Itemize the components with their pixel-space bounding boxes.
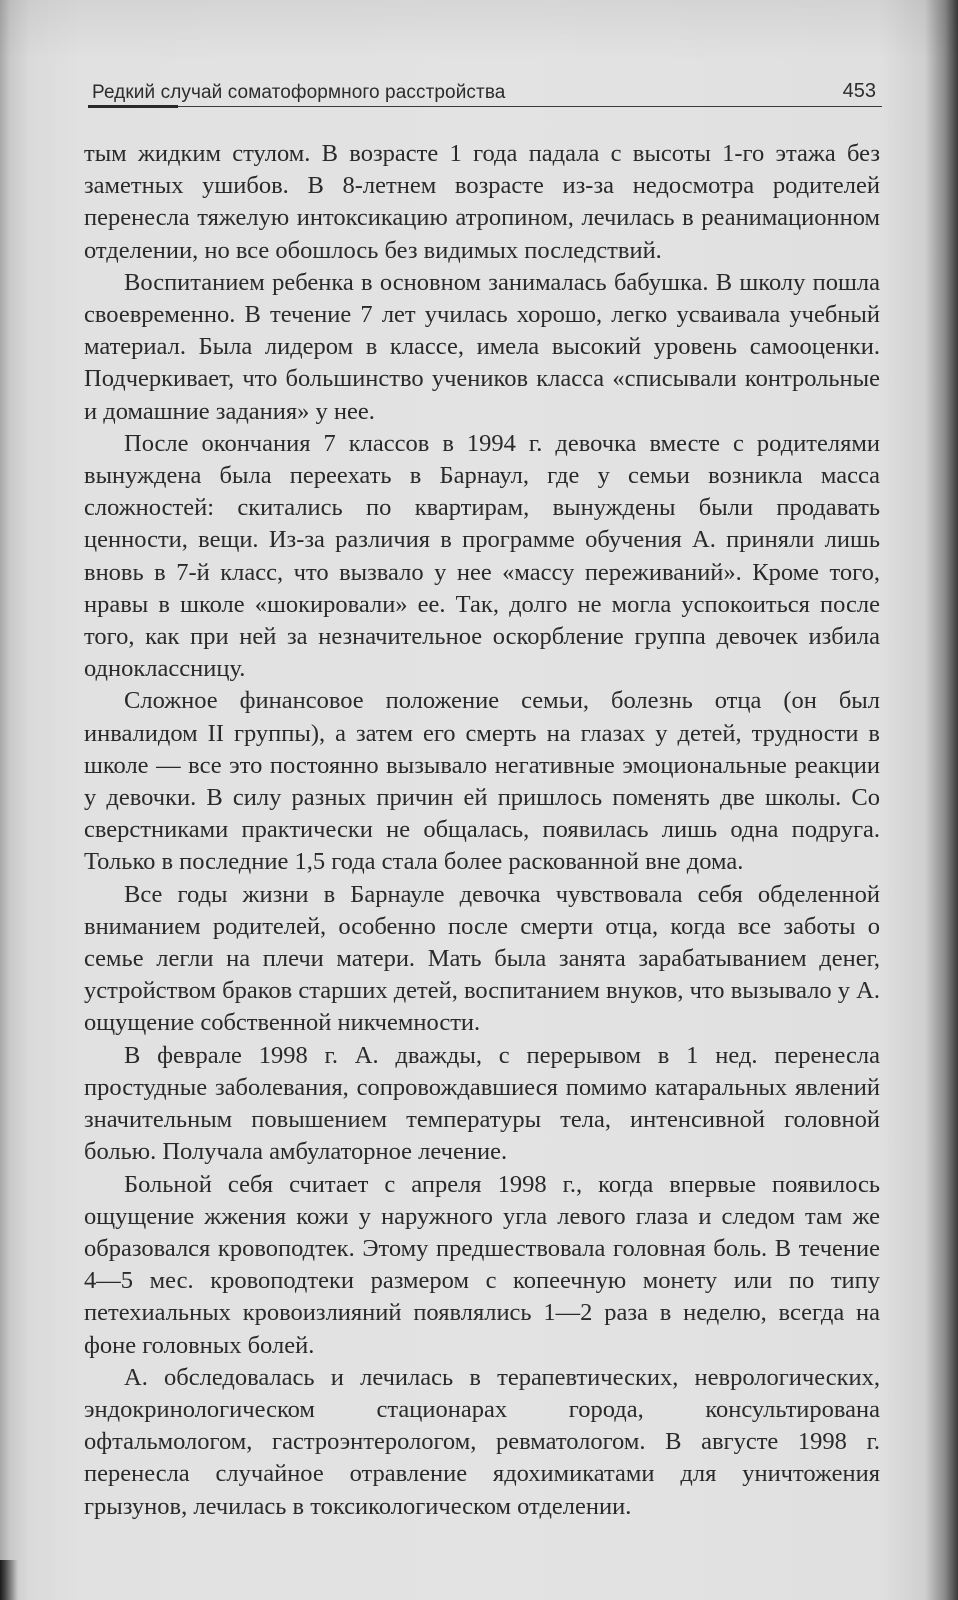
binding-shadow [0,1560,18,1600]
paragraph: В феврале 1998 г. А. дважды, с перерывом в 1 нед. перенесла простудные заболевания, сопровождавшиеся помимо катаральных явлений значительным повышением температуры тела, интенсивной головной болью. Получала амбулаторное лечение. [84,1041,880,1166]
page-number: 453 [842,80,876,102]
paragraph: Больной себя считает с апреля 1998 г., когда впервые появилось ощущение жжения кожи у наружного угла левого глаза и следом там же образовался кровоподтек. Этому предшествовала головная боль. В течение 4—5 мес. кровоподтеки размером с копеечную монету или по типу петехиальных кровоизлияний появлялись 1—2 раза в неделю, всегда на фоне головных болей. [84,1170,880,1359]
paragraph: Воспитанием ребенка в основном занималась бабушка. В школу пошла своевременно. В течение 7 лет училась хорошо, легко усваивала учебный материал. Была лидером в классе, имела высокий уровень самооценки. Подчеркивает, что большинство учеников класса «списывали контрольные и домашние задания» у нее. [84,268,880,425]
running-header [88,76,880,108]
paragraph: Все годы жизни в Барнауле девочка чувствовала себя обделенной вниманием родителей, особенно после смерти отца, когда все заботы о семье легли на плечи матери. Мать была занята зарабатыванием денег, устройством браков старших детей, воспитанием внуков, что вызывало у А. ощущение собственной никчемности. [84,880,880,1037]
paragraph: После окончания 7 классов в 1994 г. девочка вместе с родителями вынуждена была переехать в Барнаул, где у семьи возникла масса сложностей: скитались по квартирам, вынуждены были продавать ценности, вещи. Из-за различия в программе обучения А. приняли лишь вновь в 7-й класс, что вызвало у нее «массу переживаний». Кроме того, нравы в школе «шокировали» ее. Так, долго не могла успокоиться после того, как при ней за незначительное оскорбление группа девочек избила одноклассницу. [84,429,880,683]
header-rule [88,106,882,107]
body-text [84,138,880,1523]
paragraph: тым жидким стулом. В возрасте 1 года падала с высоты 1-го этажа без заметных ушибов. В 8-летнем возрасте из-за недосмотра родителей перенесла тяжелую интоксикацию атропином, лечилась в реанимационном отделении, но все обошлось без видимых последствий. [84,140,880,264]
running-title: Редкий случай соматоформного расстройства [92,82,506,103]
paragraph: Сложное финансовое положение семьи, болезнь отца (он был инвалидом II группы), а затем его смерть на глазах у детей, трудности в школе — все это постоянно вызывало негативные эмоциональные реакции у девочки. В силу разных причин ей пришлось поменять две школы. Со сверстниками практически не общалась, появилась лишь одна подруга. Только в последние 1,5 года стала более раскованной вне дома. [84,687,880,876]
page-shadow [0,0,958,60]
header-rule-accent [88,105,178,108]
paragraph: А. обследовалась и лечилась в терапевтических, неврологических, эндокринологическом стационарах города, консультирована офтальмологом, гастроэнтерологом, ревматологом. В августе 1998 г. перенесла случайное отравление ядохимикатами для уничтожения грызунов, лечилась в токсикологическом отделении. [84,1363,880,1520]
